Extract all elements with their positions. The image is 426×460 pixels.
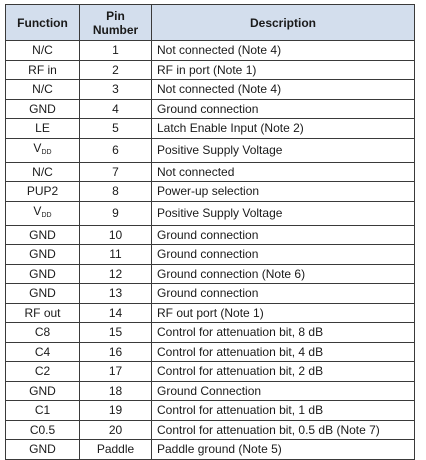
function-cell xyxy=(6,342,80,362)
description-cell: Not connected (Note 4) xyxy=(152,80,415,100)
pin-number-cell: 10 xyxy=(80,225,152,245)
table-row xyxy=(6,420,415,440)
header-pin-number xyxy=(80,5,152,41)
table-row xyxy=(6,99,415,119)
header-function: Function xyxy=(6,5,80,41)
pin-number-cell: Paddle xyxy=(80,440,152,460)
description-cell: Ground connection (Note 6) xyxy=(152,264,415,284)
pin-number-cell: 18 xyxy=(80,381,152,401)
description-cell: RF in port (Note 1) xyxy=(152,60,415,80)
table-row xyxy=(6,323,415,343)
function-cell xyxy=(6,80,80,100)
description-cell: Ground connection xyxy=(152,99,415,119)
table-row xyxy=(6,284,415,304)
pin-number-cell: 9 xyxy=(80,201,152,225)
description-cell: Control for attenuation bit, 8 dB xyxy=(152,323,415,343)
pin-number-cell: 13 xyxy=(80,284,152,304)
description-cell: Control for attenuation bit, 4 dB xyxy=(152,342,415,362)
table-row xyxy=(6,138,415,162)
function-cell xyxy=(6,245,80,265)
function-text: GND xyxy=(29,247,56,262)
pin-number-cell: 17 xyxy=(80,362,152,382)
function-cell xyxy=(6,182,80,202)
pin-number-cell: 5 xyxy=(80,119,152,139)
pin-number-cell: 19 xyxy=(80,401,152,421)
function-cell xyxy=(6,119,80,139)
table-row xyxy=(6,264,415,284)
pin-number-cell: 7 xyxy=(80,162,152,182)
function-text: V xyxy=(33,140,42,155)
function-cell xyxy=(6,264,80,284)
table-row xyxy=(6,342,415,362)
function-cell xyxy=(6,162,80,182)
function-text: C8 xyxy=(34,325,51,340)
function-cell xyxy=(6,60,80,80)
function-cell xyxy=(6,99,80,119)
pin-number-cell: 11 xyxy=(80,245,152,265)
pin-number-cell: 1 xyxy=(80,41,152,61)
description-cell: Paddle ground (Note 5) xyxy=(152,440,415,460)
description-cell: Power-up selection xyxy=(152,182,415,202)
function-cell xyxy=(6,401,80,421)
table-row xyxy=(6,60,415,80)
function-text: N/C xyxy=(32,82,53,97)
description-cell: Positive Supply Voltage xyxy=(152,138,415,162)
table-row xyxy=(6,80,415,100)
pin-number-cell: 20 xyxy=(80,420,152,440)
pin-number-cell: 12 xyxy=(80,264,152,284)
table-body xyxy=(6,41,415,460)
function-cell xyxy=(6,41,80,61)
function-cell xyxy=(6,303,80,323)
pin-number-cell: 15 xyxy=(80,323,152,343)
description-cell: Ground connection xyxy=(152,284,415,304)
table-row xyxy=(6,303,415,323)
table-row xyxy=(6,162,415,182)
function-text: PUP2 xyxy=(26,184,59,199)
description-cell: Not connected (Note 4) xyxy=(152,41,415,61)
table-row xyxy=(6,381,415,401)
description-cell: Positive Supply Voltage xyxy=(152,201,415,225)
function-cell xyxy=(6,138,80,162)
function-text: GND xyxy=(29,442,56,457)
description-cell: Ground Connection xyxy=(152,381,415,401)
pin-description-table xyxy=(5,4,415,460)
table-row xyxy=(6,182,415,202)
description-cell: Control for attenuation bit, 1 dB xyxy=(152,401,415,421)
table-row xyxy=(6,201,415,225)
description-cell: Control for attenuation bit, 0.5 dB (Note 7) xyxy=(152,420,415,440)
function-text: C2 xyxy=(34,364,51,379)
pin-number-cell: 3 xyxy=(80,80,152,100)
function-text: GND xyxy=(29,286,56,301)
function-text: GND xyxy=(29,101,56,116)
function-subscript: DD xyxy=(41,148,52,156)
table-header-row xyxy=(6,5,415,41)
function-text: LE xyxy=(35,121,50,136)
pin-number-cell: 8 xyxy=(80,182,152,202)
function-text: V xyxy=(33,203,42,218)
function-cell xyxy=(6,323,80,343)
table-row xyxy=(6,245,415,265)
pin-number-cell: 6 xyxy=(80,138,152,162)
function-text: C1 xyxy=(34,403,51,418)
table-row xyxy=(6,401,415,421)
function-text: GND xyxy=(29,266,56,281)
function-subscript: DD xyxy=(41,211,52,219)
function-text: GND xyxy=(29,383,56,398)
function-cell xyxy=(6,420,80,440)
function-cell xyxy=(6,381,80,401)
function-cell xyxy=(6,362,80,382)
description-cell: Ground connection xyxy=(152,225,415,245)
pin-number-cell: 2 xyxy=(80,60,152,80)
table-row xyxy=(6,225,415,245)
table-row xyxy=(6,440,415,460)
description-cell: Latch Enable Input (Note 2) xyxy=(152,119,415,139)
description-cell: RF out port (Note 1) xyxy=(152,303,415,323)
pin-number-cell: 14 xyxy=(80,303,152,323)
table-row xyxy=(6,362,415,382)
function-text: C0.5 xyxy=(29,422,56,437)
table-row xyxy=(6,41,415,61)
function-text: RF out xyxy=(24,305,61,320)
function-text: RF in xyxy=(28,62,57,77)
description-cell: Control for attenuation bit, 2 dB xyxy=(152,362,415,382)
pin-number-cell: 4 xyxy=(80,99,152,119)
function-text: N/C xyxy=(32,164,53,179)
description-cell: Not connected xyxy=(152,162,415,182)
function-cell xyxy=(6,201,80,225)
header-description: Description xyxy=(152,5,415,41)
header-pin-line2: Number xyxy=(92,22,139,37)
header-pin-line1: Pin xyxy=(106,8,125,23)
function-cell xyxy=(6,440,80,460)
function-text: N/C xyxy=(32,43,53,58)
pin-number-cell: 16 xyxy=(80,342,152,362)
function-cell xyxy=(6,225,80,245)
function-text: GND xyxy=(29,227,56,242)
table-row xyxy=(6,119,415,139)
function-text: C4 xyxy=(34,344,51,359)
function-cell xyxy=(6,284,80,304)
description-cell: Ground connection xyxy=(152,245,415,265)
